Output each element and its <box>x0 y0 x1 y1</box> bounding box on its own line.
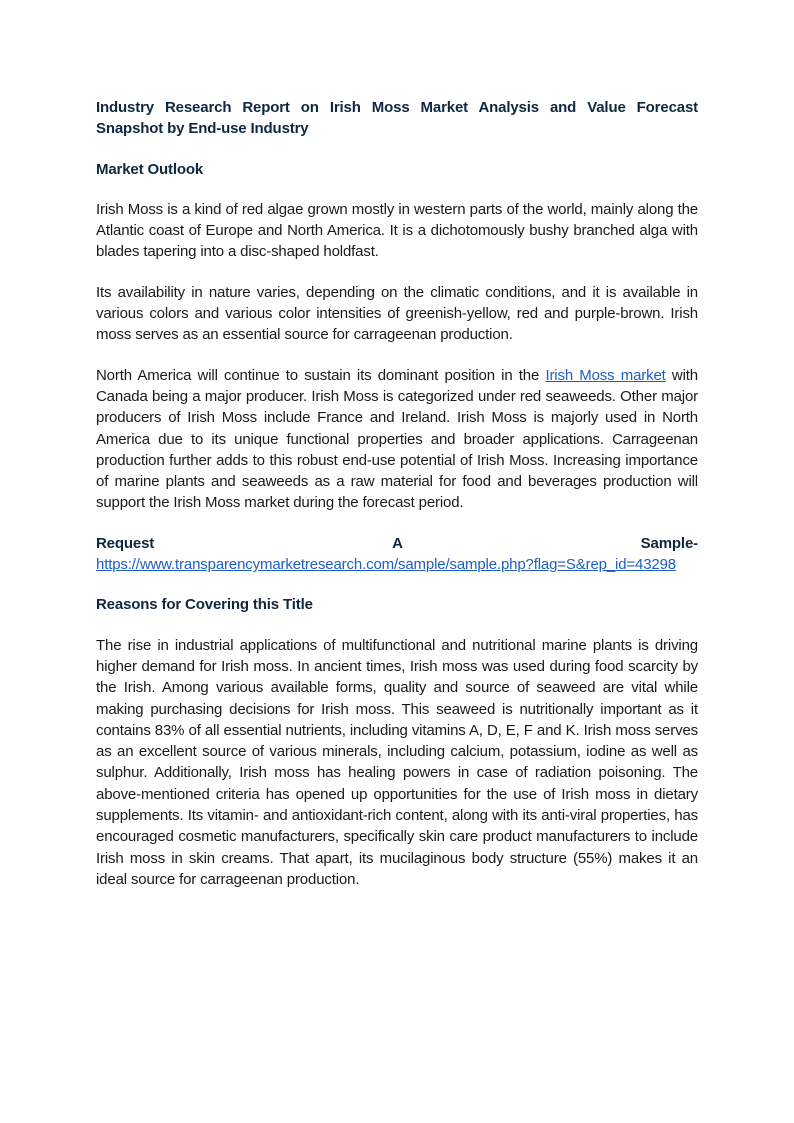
paragraph: Its availability in nature varies, depending on the climatic conditions, and it is available in various colors and various color intensities of greenish-yellow, red and purple-brown. Irish moss serves as an essential source for carrageenan production. <box>96 283 698 344</box>
heading-market-outlook: Market Outlook <box>96 160 204 178</box>
request-sample <box>96 533 698 576</box>
paragraph: The rise in industrial applications of multifunctional and nutritional marine plants is driving higher demand for Irish moss. In ancient times, Irish moss was used during food scarcity by the Irish. Among various available forms, quality and source of seaweed are vital while making purchasing decisions for Irish moss. This seaweed is nutritionally important as it contains 83% of all essential nutrients, including vitamins A, D, E, F and K. Irish moss serves as an excellent source of various minerals, including calcium, potassium, iodine as well as sulphur. Additionally, Irish moss has healing powers in case of radiation poisoning. The above-mentioned criteria has opened up opportunities for the use of Irish moss in dietary supplements. Its vitamin- and antioxidant-rich content, along with its anti-viral properties, has encouraged cosmetic manufacturers, specifically skin care product manufacturers to include Irish moss in skin creams. That apart, its mucilaginous body structure (55%) makes it an ideal source for carrageenan production. <box>96 636 698 888</box>
text: North America will continue to sustain its dominant position in the <box>96 366 546 384</box>
paragraph <box>96 365 698 514</box>
irish-moss-market-link[interactable]: Irish Moss market <box>545 366 666 384</box>
document-page <box>96 97 698 890</box>
request-sample-link[interactable]: https://www.transparencymarketresearch.com/sample/sample.php?flag=S&rep_id=43298 <box>96 556 676 574</box>
heading-reasons: Reasons for Covering this Title <box>96 596 313 614</box>
paragraph: Irish Moss is a kind of red algae grown mostly in western parts of the world, mainly along the Atlantic coast of Europe and North America. It is a dichotomously bushy branched alga with blades tapering into a disc-shaped holdfast. <box>96 200 698 261</box>
request-sample-label: Request A Sample- <box>96 534 698 552</box>
text: with Canada being a major producer. Irish Moss is categorized under red seaweeds. Other major producers of Irish Moss include France and Ireland. Irish Moss is majorly used in North America due to its unique functional properties and broader applications. Carrageenan production further adds to this robust end-use potential of Irish Moss. Increasing importance of marine plants and seaweeds as a raw material for food and beverages production will support the Irish Moss market during the forecast period. <box>96 366 698 512</box>
document-title: Industry Research Report on Irish Moss Market Analysis and Value Forecast Snapshot by End-use Industry <box>96 99 698 138</box>
